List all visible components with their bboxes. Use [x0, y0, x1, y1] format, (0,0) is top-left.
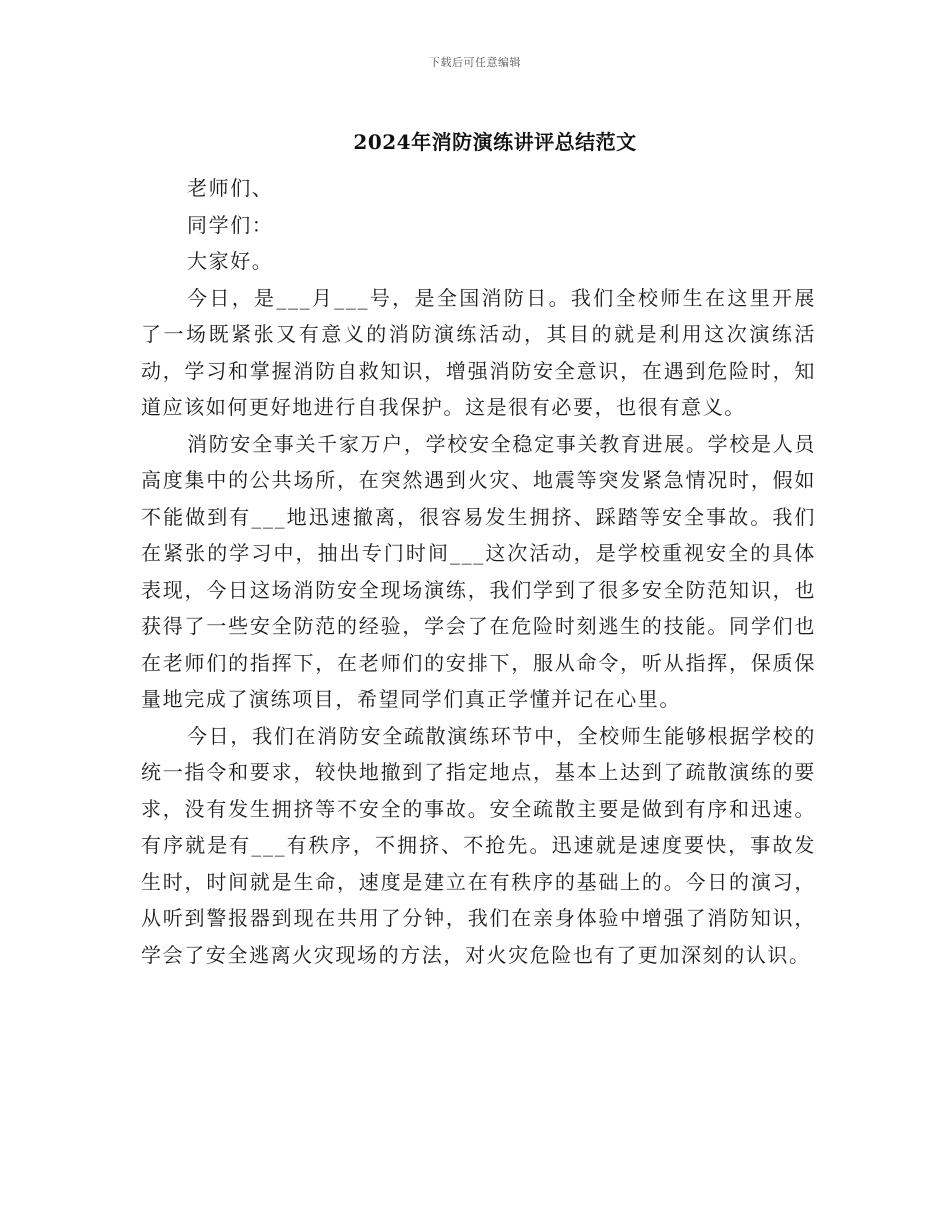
document-title: 2024年消防演练讲评总结范文: [353, 130, 637, 154]
greeting-students: 同学们：: [187, 212, 274, 237]
paragraph-safety: 消防安全事关千家万户，学校安全稳定事关教育进展。学校是人员高度集中的公共场所，在突然遇到火灾、地震等突发紧急情况时，假如不能做到有___地迅速撤离，很容易发生拥挤、踩踏等安全事故。我们在紧张的学习中，抽出专门时间___这次活动，是学校重视安全的具体表现，今日这场消防安全现场演练，我们学到了很多安全防范知识，也获得了一些安全防范的经验，学会了在危险时刻逃生的技能。同学们也在老师们的指挥下，在老师们的安排下，服从命令，听从指挥，保质保量地完成了演练项目，希望同学们真正学懂并记在心里。: [141, 431, 816, 711]
greeting-teachers: 老师们、: [187, 176, 274, 200]
greeting-hello: 大家好。: [187, 249, 274, 273]
document-body: [141, 170, 816, 973]
paragraph-evacuation: 今日，我们在消防安全疏散演练环节中，全校师生能够根据学校的统一指令和要求，较快地撤到了指定地点，基本上达到了疏散演练的要求，没有发生拥挤等不安全的事故。安全疏散主要是做到有序和迅速。有序就是有___有秩序，不拥挤、不抢先。迅速就是速度要快，事故发生时，时间就是生命，速度是建立在有秩序的基础上的。今日的演习，从听到警报器到现在共用了分钟，我们在亲身体验中增强了消防知识，学会了安全逃离火灾现场的方法，对火灾危险也有了更加深刻的认识。: [141, 723, 816, 967]
paragraph-intro: 今日，是___月___号，是全国消防日。我们全校师生在这里开展了一场既紧张又有意义的消防演练活动，其目的就是利用这次演练活动，学习和掌握消防自救知识，增强消防安全意识，在遇到危险时，知道应该如何更好地进行自我保护。这是很有必要，也很有意义。: [141, 285, 816, 419]
header-note: 下载后可任意编辑: [429, 56, 521, 69]
